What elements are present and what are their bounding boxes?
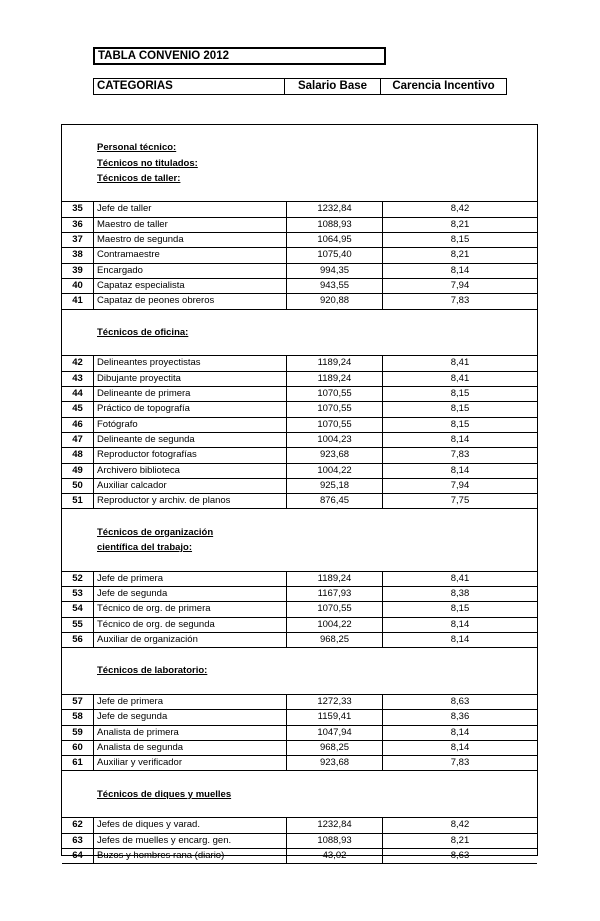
salary-table-body [62,125,537,864]
carencia-incentivo-value: 8,14 [450,726,470,738]
category-name: Dibujante proyectita [94,372,287,386]
carencia-incentivo-value: 8,41 [450,357,470,369]
category-number: 44 [62,387,94,401]
category-name: Práctico de topografía [94,402,287,416]
salario-base-value: 1070,55 [287,418,383,432]
category-name: Archivero biblioteca [94,464,287,478]
category-name: Jefe de primera [94,572,287,586]
category-name: Contramaestre [94,248,287,262]
category-name: Maestro de taller [94,218,287,232]
carencia-incentivo-value: 8,63 [450,849,470,861]
carencia-incentivo-value: 8,15 [450,403,470,415]
carencia-incentivo-value: 8,21 [450,834,470,846]
spacer [62,648,537,663]
category-number: 36 [62,218,94,232]
table-row [62,463,537,478]
category-name: Analista de segunda [94,741,287,755]
table-row [62,493,537,509]
salario-base-value: 1167,93 [287,587,383,601]
spacer [62,310,537,325]
category-number: 54 [62,602,94,616]
salario-base-value: 43,02 [287,849,383,863]
category-number: 42 [62,356,94,370]
category-number: 35 [62,202,94,216]
category-name: Técnico de org. de segunda [94,618,287,632]
salario-base-value: 1004,22 [287,464,383,478]
category-number: 57 [62,695,94,709]
category-number: 60 [62,741,94,755]
carencia-incentivo-value: 7,83 [450,449,470,461]
table-row [62,725,537,740]
carencia-incentivo-value: 8,15 [450,603,470,615]
carencia-incentivo-value: 8,41 [450,372,470,384]
category-name: Reproductor fotografías [94,448,287,462]
carencia-incentivo-value: 8,14 [450,464,470,476]
section-title: Técnicos de oficina: [97,326,189,338]
header-carencia-incentivo: Carencia Incentivo [392,80,495,92]
category-number: 45 [62,402,94,416]
category-name: Técnico de org. de primera [94,602,287,616]
category-number: 56 [62,633,94,647]
table-row [62,755,537,771]
salary-table [61,124,538,861]
category-name: Auxiliar y verificador [94,756,287,770]
table-row [62,478,537,493]
spacer [62,340,537,355]
category-number: 51 [62,494,94,508]
category-number: 38 [62,248,94,262]
category-number: 50 [62,479,94,493]
carencia-incentivo-value: 7,94 [450,279,470,291]
salario-base-value: 943,55 [287,279,383,293]
carencia-incentivo-value: 8,38 [450,587,470,599]
salario-base-value: 968,25 [287,741,383,755]
table-row [62,601,537,616]
category-name: Reproductor y archiv. de planos [94,494,287,508]
salario-base-value: 968,25 [287,633,383,647]
section-title: científica del trabajo: [97,542,193,554]
category-name: Analista de primera [94,726,287,740]
salario-base-value: 1232,84 [287,818,383,832]
category-name: Jefe de primera [94,695,287,709]
spacer [62,555,537,570]
section-title: Técnicos de organización [97,526,214,538]
table-row [62,709,537,724]
section-title: Técnicos de diques y muelles [97,788,232,800]
salario-base-value: 923,68 [287,448,383,462]
table-row [62,432,537,447]
carencia-incentivo-value: 8,14 [450,618,470,630]
salario-base-value: 925,18 [287,479,383,493]
carencia-incentivo-value: 8,14 [450,741,470,753]
table-row [62,293,537,309]
salario-base-value: 1088,93 [287,218,383,232]
category-name: Jefes de diques y varad. [94,818,287,832]
carencia-incentivo-value: 8,41 [450,572,470,584]
carencia-incentivo-value: 8,42 [450,819,470,831]
spacer [62,802,537,817]
salario-base-value: 1088,93 [287,834,383,848]
category-number: 49 [62,464,94,478]
carencia-incentivo-value: 8,21 [450,218,470,230]
salario-base-value: 1004,22 [287,618,383,632]
carencia-incentivo-value: 8,42 [450,203,470,215]
category-name: Jefes de muelles y encarg. gen. [94,834,287,848]
carencia-incentivo-value: 7,83 [450,295,470,307]
salario-base-value: 1075,40 [287,248,383,262]
table-row [62,632,537,648]
salario-base-value: 1189,24 [287,572,383,586]
salario-base-value: 1070,55 [287,387,383,401]
carencia-incentivo-value: 7,83 [450,757,470,769]
salario-base-value: 920,88 [287,294,383,308]
salario-base-value: 1070,55 [287,402,383,416]
category-number: 39 [62,264,94,278]
table-row [62,417,537,432]
salario-base-value: 994,35 [287,264,383,278]
carencia-incentivo-value: 8,14 [450,633,470,645]
category-number: 52 [62,572,94,586]
header-categorias: CATEGORIAS [94,79,285,94]
category-name: Maestro de segunda [94,233,287,247]
table-row [62,571,537,586]
table-row [62,355,537,370]
category-number: 48 [62,448,94,462]
category-number: 47 [62,433,94,447]
category-name: Fotógrafo [94,418,287,432]
table-title: TABLA CONVENIO 2012 [93,47,386,65]
carencia-incentivo-value: 8,15 [450,234,470,246]
table-row [62,247,537,262]
table-row [62,263,537,278]
category-number: 55 [62,618,94,632]
category-number: 37 [62,233,94,247]
carencia-incentivo-value: 8,21 [450,249,470,261]
spacer [62,771,537,786]
spacer [62,186,537,201]
table-row [62,278,537,293]
category-number: 40 [62,279,94,293]
category-name: Jefe de taller [94,202,287,216]
table-row [62,217,537,232]
category-number: 53 [62,587,94,601]
salario-base-value: 876,45 [287,494,383,508]
table-row [62,817,537,832]
table-row [62,201,537,216]
carencia-incentivo-value: 8,36 [450,711,470,723]
category-number: 63 [62,834,94,848]
carencia-incentivo-value: 8,14 [450,433,470,445]
section-title: Técnicos no titulados: [97,157,198,169]
table-row [62,848,537,864]
table-row [62,617,537,632]
spacer [62,509,537,524]
category-name: Auxiliar de organización [94,633,287,647]
salario-base-value: 1070,55 [287,602,383,616]
salario-base-value: 1189,24 [287,356,383,370]
category-name: Encargado [94,264,287,278]
carencia-incentivo-value: 8,14 [450,264,470,276]
section-title: Técnicos de taller: [97,172,181,184]
category-name: Jefe de segunda [94,710,287,724]
carencia-incentivo-value: 8,63 [450,695,470,707]
table-row [62,740,537,755]
category-number: 58 [62,710,94,724]
category-name: Delineantes proyectistas [94,356,287,370]
category-name: Auxiliar calcador [94,479,287,493]
salario-base-value: 1159,41 [287,710,383,724]
category-number: 64 [62,849,94,863]
table-row [62,586,537,601]
table-row [62,833,537,848]
carencia-incentivo-value: 8,15 [450,388,470,400]
header-salario-base: Salario Base [285,79,381,94]
table-row [62,386,537,401]
section-title: Técnicos de laboratorio: [97,665,208,677]
salario-base-value: 1272,33 [287,695,383,709]
table-row [62,371,537,386]
table-row [62,694,537,709]
salario-base-value: 1064,95 [287,233,383,247]
table-row [62,447,537,462]
carencia-incentivo-value: 7,75 [450,495,470,507]
table-row [62,232,537,247]
carencia-incentivo-value: 7,94 [450,479,470,491]
category-number: 59 [62,726,94,740]
category-name: Jefe de segunda [94,587,287,601]
salario-base-value: 923,68 [287,756,383,770]
salario-base-value: 1047,94 [287,726,383,740]
category-number: 43 [62,372,94,386]
category-name: Delineante de primera [94,387,287,401]
salario-base-value: 1232,84 [287,202,383,216]
category-name: Buzos y hombres rana (diario) [94,849,287,863]
spacer [62,679,537,694]
category-number: 46 [62,418,94,432]
table-row [62,401,537,416]
section-title: Personal técnico: [97,142,177,154]
spacer [62,125,537,140]
category-name: Delineante de segunda [94,433,287,447]
category-number: 41 [62,294,94,308]
category-number: 61 [62,756,94,770]
category-number: 62 [62,818,94,832]
salario-base-value: 1004,23 [287,433,383,447]
column-header [93,78,507,95]
carencia-incentivo-value: 8,15 [450,418,470,430]
category-name: Capataz de peones obreros [94,294,287,308]
salario-base-value: 1189,24 [287,372,383,386]
category-name: Capataz especialista [94,279,287,293]
